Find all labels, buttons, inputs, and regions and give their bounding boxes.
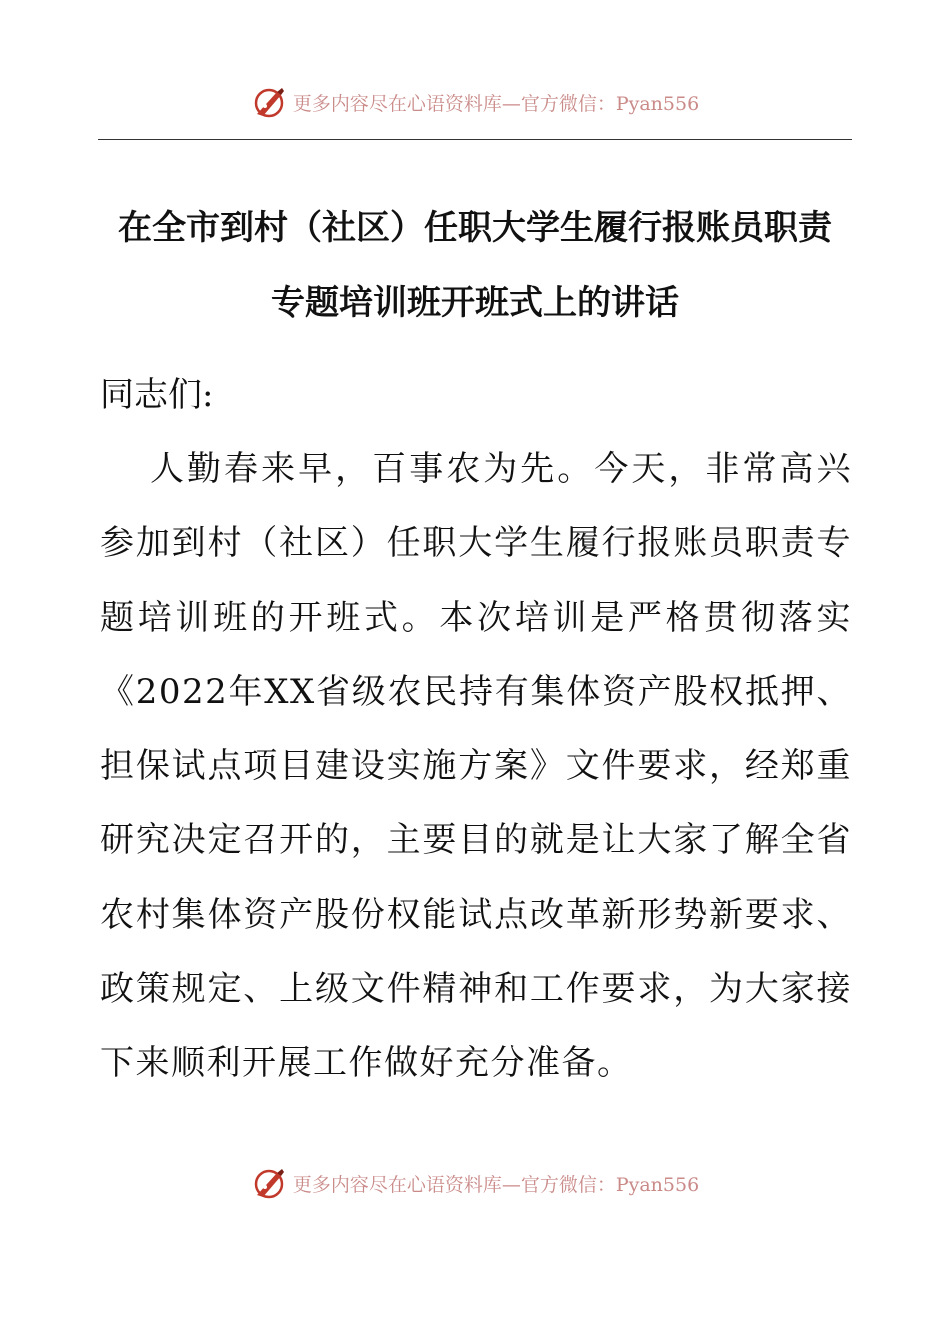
paragraph-line: 政策规定、上级文件精神和工作要求，为大家接 — [100, 969, 852, 1010]
paragraph-line: 人勤春来早，百事农为先。今天，非常高兴 — [150, 449, 852, 489]
document-title-line-2: 专题培训班开班式上的讲话 — [271, 283, 679, 323]
paragraph-line: 参加到村（社区）任职大学生履行报账员职责专 — [100, 523, 852, 564]
document-title-line-1: 在全市到村（社区）任职大学生履行报账员职责 — [118, 208, 832, 248]
paragraph-line: 题培训班的开班式。本次培训是严格贯彻落实 — [100, 597, 852, 638]
banner-text: 更多内容尽在心语资料库—官方微信：Pyan556 — [292, 92, 700, 115]
pen-logo-icon — [251, 1165, 287, 1201]
paragraph-line: 担保试点项目建设实施方案》文件要求，经郑重 — [100, 746, 852, 787]
paragraph-line: 研究决定召开的，主要目的就是让大家了解全省 — [100, 820, 852, 861]
paragraph-line: 下来顺利开展工作做好充分准备。 — [100, 1043, 633, 1084]
salutation: 同志们: — [100, 375, 214, 415]
pen-logo-icon — [251, 84, 287, 120]
paragraph-line: 《2022年XX省级农民持有集体资产股权抵押、 — [100, 671, 852, 712]
header-banner — [0, 82, 950, 122]
footer-banner — [0, 1163, 950, 1203]
paragraph-line: 农村集体资产股份权能试点改革新形势新要求、 — [100, 894, 852, 935]
header-divider — [98, 139, 852, 140]
banner-text: 更多内容尽在心语资料库—官方微信：Pyan556 — [292, 1173, 700, 1196]
document-body — [100, 368, 852, 1111]
